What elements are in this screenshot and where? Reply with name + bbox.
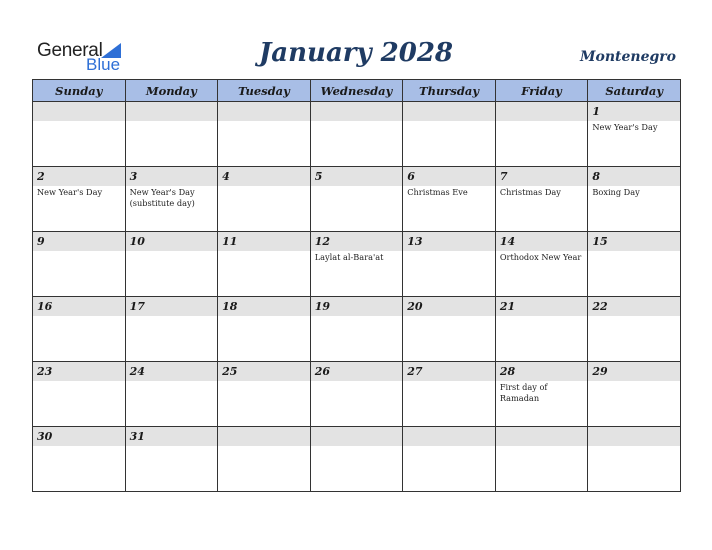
day-cell xyxy=(218,362,311,427)
calendar-grid xyxy=(32,79,681,492)
day-cell xyxy=(218,232,311,297)
week-row xyxy=(33,167,681,232)
holiday-label: New Year's Day (substitute day) xyxy=(129,187,195,208)
day-number: 15 xyxy=(588,232,680,251)
day-number: 21 xyxy=(496,297,588,316)
day-cell xyxy=(33,102,126,167)
day-cell xyxy=(588,297,681,362)
weekday-header: Wednesday xyxy=(310,80,403,102)
day-number xyxy=(311,102,403,121)
day-number: 14 xyxy=(496,232,588,251)
calendar-title: January 2028 xyxy=(258,38,454,68)
day-number: 29 xyxy=(588,362,680,381)
day-number: 10 xyxy=(126,232,218,251)
week-row xyxy=(33,362,681,427)
logo-general-text: General xyxy=(37,40,103,61)
holiday-label: Orthodox New Year xyxy=(499,252,582,262)
day-cell xyxy=(495,232,588,297)
day-cell xyxy=(310,362,403,427)
holiday-label: Boxing Day xyxy=(592,187,640,197)
day-cell xyxy=(33,167,126,232)
logo-blue-text: Blue xyxy=(86,55,121,74)
week-row xyxy=(33,297,681,362)
day-cell xyxy=(588,167,681,232)
day-cell xyxy=(310,232,403,297)
day-cell xyxy=(588,232,681,297)
day-number: 23 xyxy=(33,362,125,381)
day-cell xyxy=(218,167,311,232)
day-cell xyxy=(403,102,496,167)
day-number: 6 xyxy=(403,167,495,186)
day-cell xyxy=(588,102,681,167)
weekday-header: Monday xyxy=(125,80,218,102)
day-cell xyxy=(218,297,311,362)
day-number: 11 xyxy=(218,232,310,251)
day-cell xyxy=(310,297,403,362)
day-number: 28 xyxy=(496,362,588,381)
day-cell xyxy=(495,427,588,492)
day-number: 27 xyxy=(403,362,495,381)
day-number: 5 xyxy=(311,167,403,186)
day-number: 2 xyxy=(33,167,125,186)
day-number: 12 xyxy=(311,232,403,251)
weekday-header: Saturday xyxy=(588,80,681,102)
day-number xyxy=(311,427,403,446)
day-number xyxy=(218,102,310,121)
holiday-label: Christmas Day xyxy=(499,187,561,197)
day-cell xyxy=(218,102,311,167)
day-cell xyxy=(125,297,218,362)
holiday-label: New Year's Day xyxy=(592,122,658,132)
day-cell xyxy=(33,297,126,362)
day-number: 18 xyxy=(218,297,310,316)
day-number: 4 xyxy=(218,167,310,186)
day-number: 26 xyxy=(311,362,403,381)
weekday-header-row xyxy=(33,80,681,102)
day-cell xyxy=(588,427,681,492)
day-cell xyxy=(125,102,218,167)
day-cell xyxy=(495,167,588,232)
day-number: 3 xyxy=(126,167,218,186)
day-cell xyxy=(33,232,126,297)
day-number xyxy=(588,427,680,446)
weekday-header: Thursday xyxy=(403,80,496,102)
day-number: 20 xyxy=(403,297,495,316)
day-number: 31 xyxy=(126,427,218,446)
day-number: 9 xyxy=(33,232,125,251)
holiday-label: New Year's Day xyxy=(37,187,103,197)
day-number xyxy=(33,102,125,121)
holiday-label: First day of Ramadan xyxy=(499,382,548,403)
day-number: 17 xyxy=(126,297,218,316)
day-number: 25 xyxy=(218,362,310,381)
day-number: 8 xyxy=(588,167,680,186)
day-number: 1 xyxy=(588,102,680,121)
day-cell xyxy=(495,102,588,167)
day-number: 13 xyxy=(403,232,495,251)
day-number xyxy=(403,427,495,446)
day-cell xyxy=(125,167,218,232)
day-cell xyxy=(310,427,403,492)
day-number: 19 xyxy=(311,297,403,316)
day-cell xyxy=(125,232,218,297)
day-number: 16 xyxy=(33,297,125,316)
week-row xyxy=(33,232,681,297)
day-number xyxy=(496,427,588,446)
day-cell xyxy=(403,167,496,232)
day-cell xyxy=(218,427,311,492)
day-number xyxy=(496,102,588,121)
weekday-header: Sunday xyxy=(33,80,126,102)
day-number xyxy=(403,102,495,121)
day-cell xyxy=(495,362,588,427)
weekday-header: Friday xyxy=(495,80,588,102)
week-row xyxy=(33,427,681,492)
day-cell xyxy=(125,362,218,427)
day-number: 30 xyxy=(33,427,125,446)
day-cell xyxy=(33,427,126,492)
country-name: Montenegro xyxy=(580,49,676,65)
day-cell xyxy=(125,427,218,492)
day-cell xyxy=(495,297,588,362)
day-number: 7 xyxy=(496,167,588,186)
day-number: 24 xyxy=(126,362,218,381)
day-number xyxy=(126,102,218,121)
day-number xyxy=(218,427,310,446)
week-row xyxy=(33,102,681,167)
day-cell xyxy=(403,427,496,492)
holiday-label: Christmas Eve xyxy=(407,187,468,197)
day-cell xyxy=(310,102,403,167)
day-cell xyxy=(588,362,681,427)
day-cell xyxy=(403,297,496,362)
day-cell xyxy=(403,232,496,297)
day-cell xyxy=(33,362,126,427)
holiday-label: Laylat al-Bara'at xyxy=(314,252,384,262)
weekday-header: Tuesday xyxy=(218,80,311,102)
day-cell xyxy=(403,362,496,427)
day-cell xyxy=(310,167,403,232)
day-number: 22 xyxy=(588,297,680,316)
